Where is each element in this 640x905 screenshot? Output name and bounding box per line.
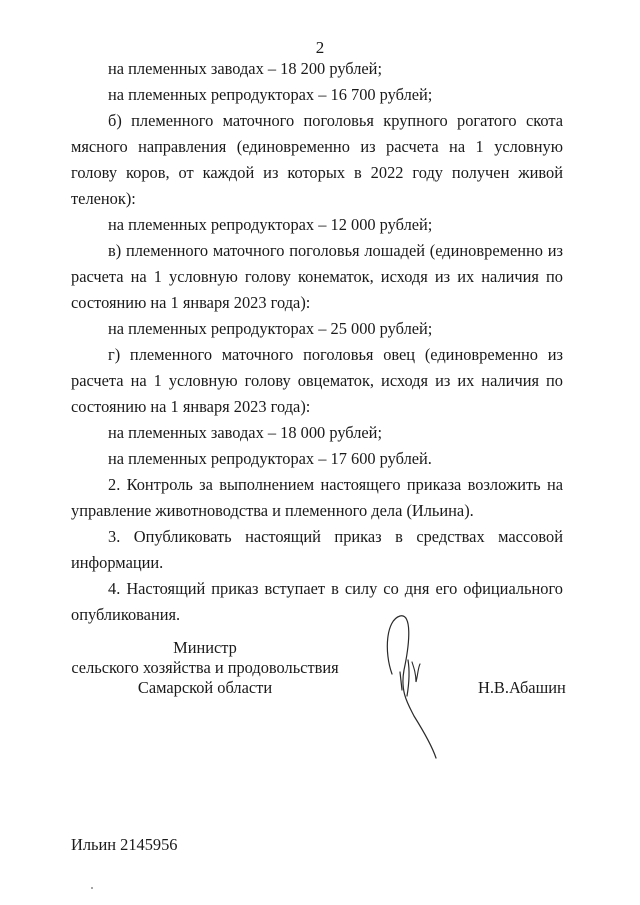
scan-speck bbox=[91, 887, 93, 889]
paragraph-1: на племенных заводах – 18 200 рублей; bbox=[108, 59, 383, 78]
paragraph-11: 3. Опубликовать настоящий приказ в средствах массовой информации. bbox=[71, 527, 563, 572]
page-number: 2 bbox=[315, 38, 325, 57]
signature-title-block bbox=[70, 638, 340, 698]
signer-name: Н.В.Абашин bbox=[478, 678, 566, 697]
paragraph-6: на племенных репродукторах – 25 000 рублей; bbox=[108, 319, 433, 338]
paragraph-3: б) племенного маточного поголовья крупного рогатого скота мясного направления (единовременно из расчета на 1 условную голову коров, от каждой из которых в 2022 году получен живой теленок): bbox=[71, 111, 563, 208]
handwritten-signature bbox=[378, 612, 458, 762]
paragraph-10: 2. Контроль за выполнением настоящего приказа возложить на управление животноводства и племенного дела (Ильина). bbox=[71, 475, 563, 520]
paragraph-4: на племенных репродукторах – 12 000 рублей; bbox=[108, 215, 433, 234]
paragraph-5: в) племенного маточного поголовья лошадей (единовременно из расчета на 1 условную голову конематок, исходя из их наличия по состоянию на 1 января 2023 года): bbox=[71, 241, 563, 312]
paragraph-9: на племенных репродукторах – 17 600 рублей. bbox=[108, 449, 432, 468]
executor-info: Ильин 2145956 bbox=[71, 835, 178, 854]
paragraph-7: г) племенного маточного поголовья овец (единовременно из расчета на 1 условную голову овцематок, исходя из их наличия по состоянию на 1 января 2023 года): bbox=[71, 345, 563, 416]
document-body bbox=[71, 56, 563, 628]
signer-title-line-3: Самарской области bbox=[137, 678, 273, 697]
signer-title-line-1: Министр bbox=[173, 638, 237, 657]
signer-title-line-2: сельского хозяйства и продовольствия bbox=[71, 658, 339, 677]
paragraph-2: на племенных репродукторах – 16 700 рублей; bbox=[108, 85, 433, 104]
paragraph-12: 4. Настоящий приказ вступает в силу со дня его официального опубликования. bbox=[71, 579, 563, 624]
paragraph-8: на племенных заводах – 18 000 рублей; bbox=[108, 423, 383, 442]
